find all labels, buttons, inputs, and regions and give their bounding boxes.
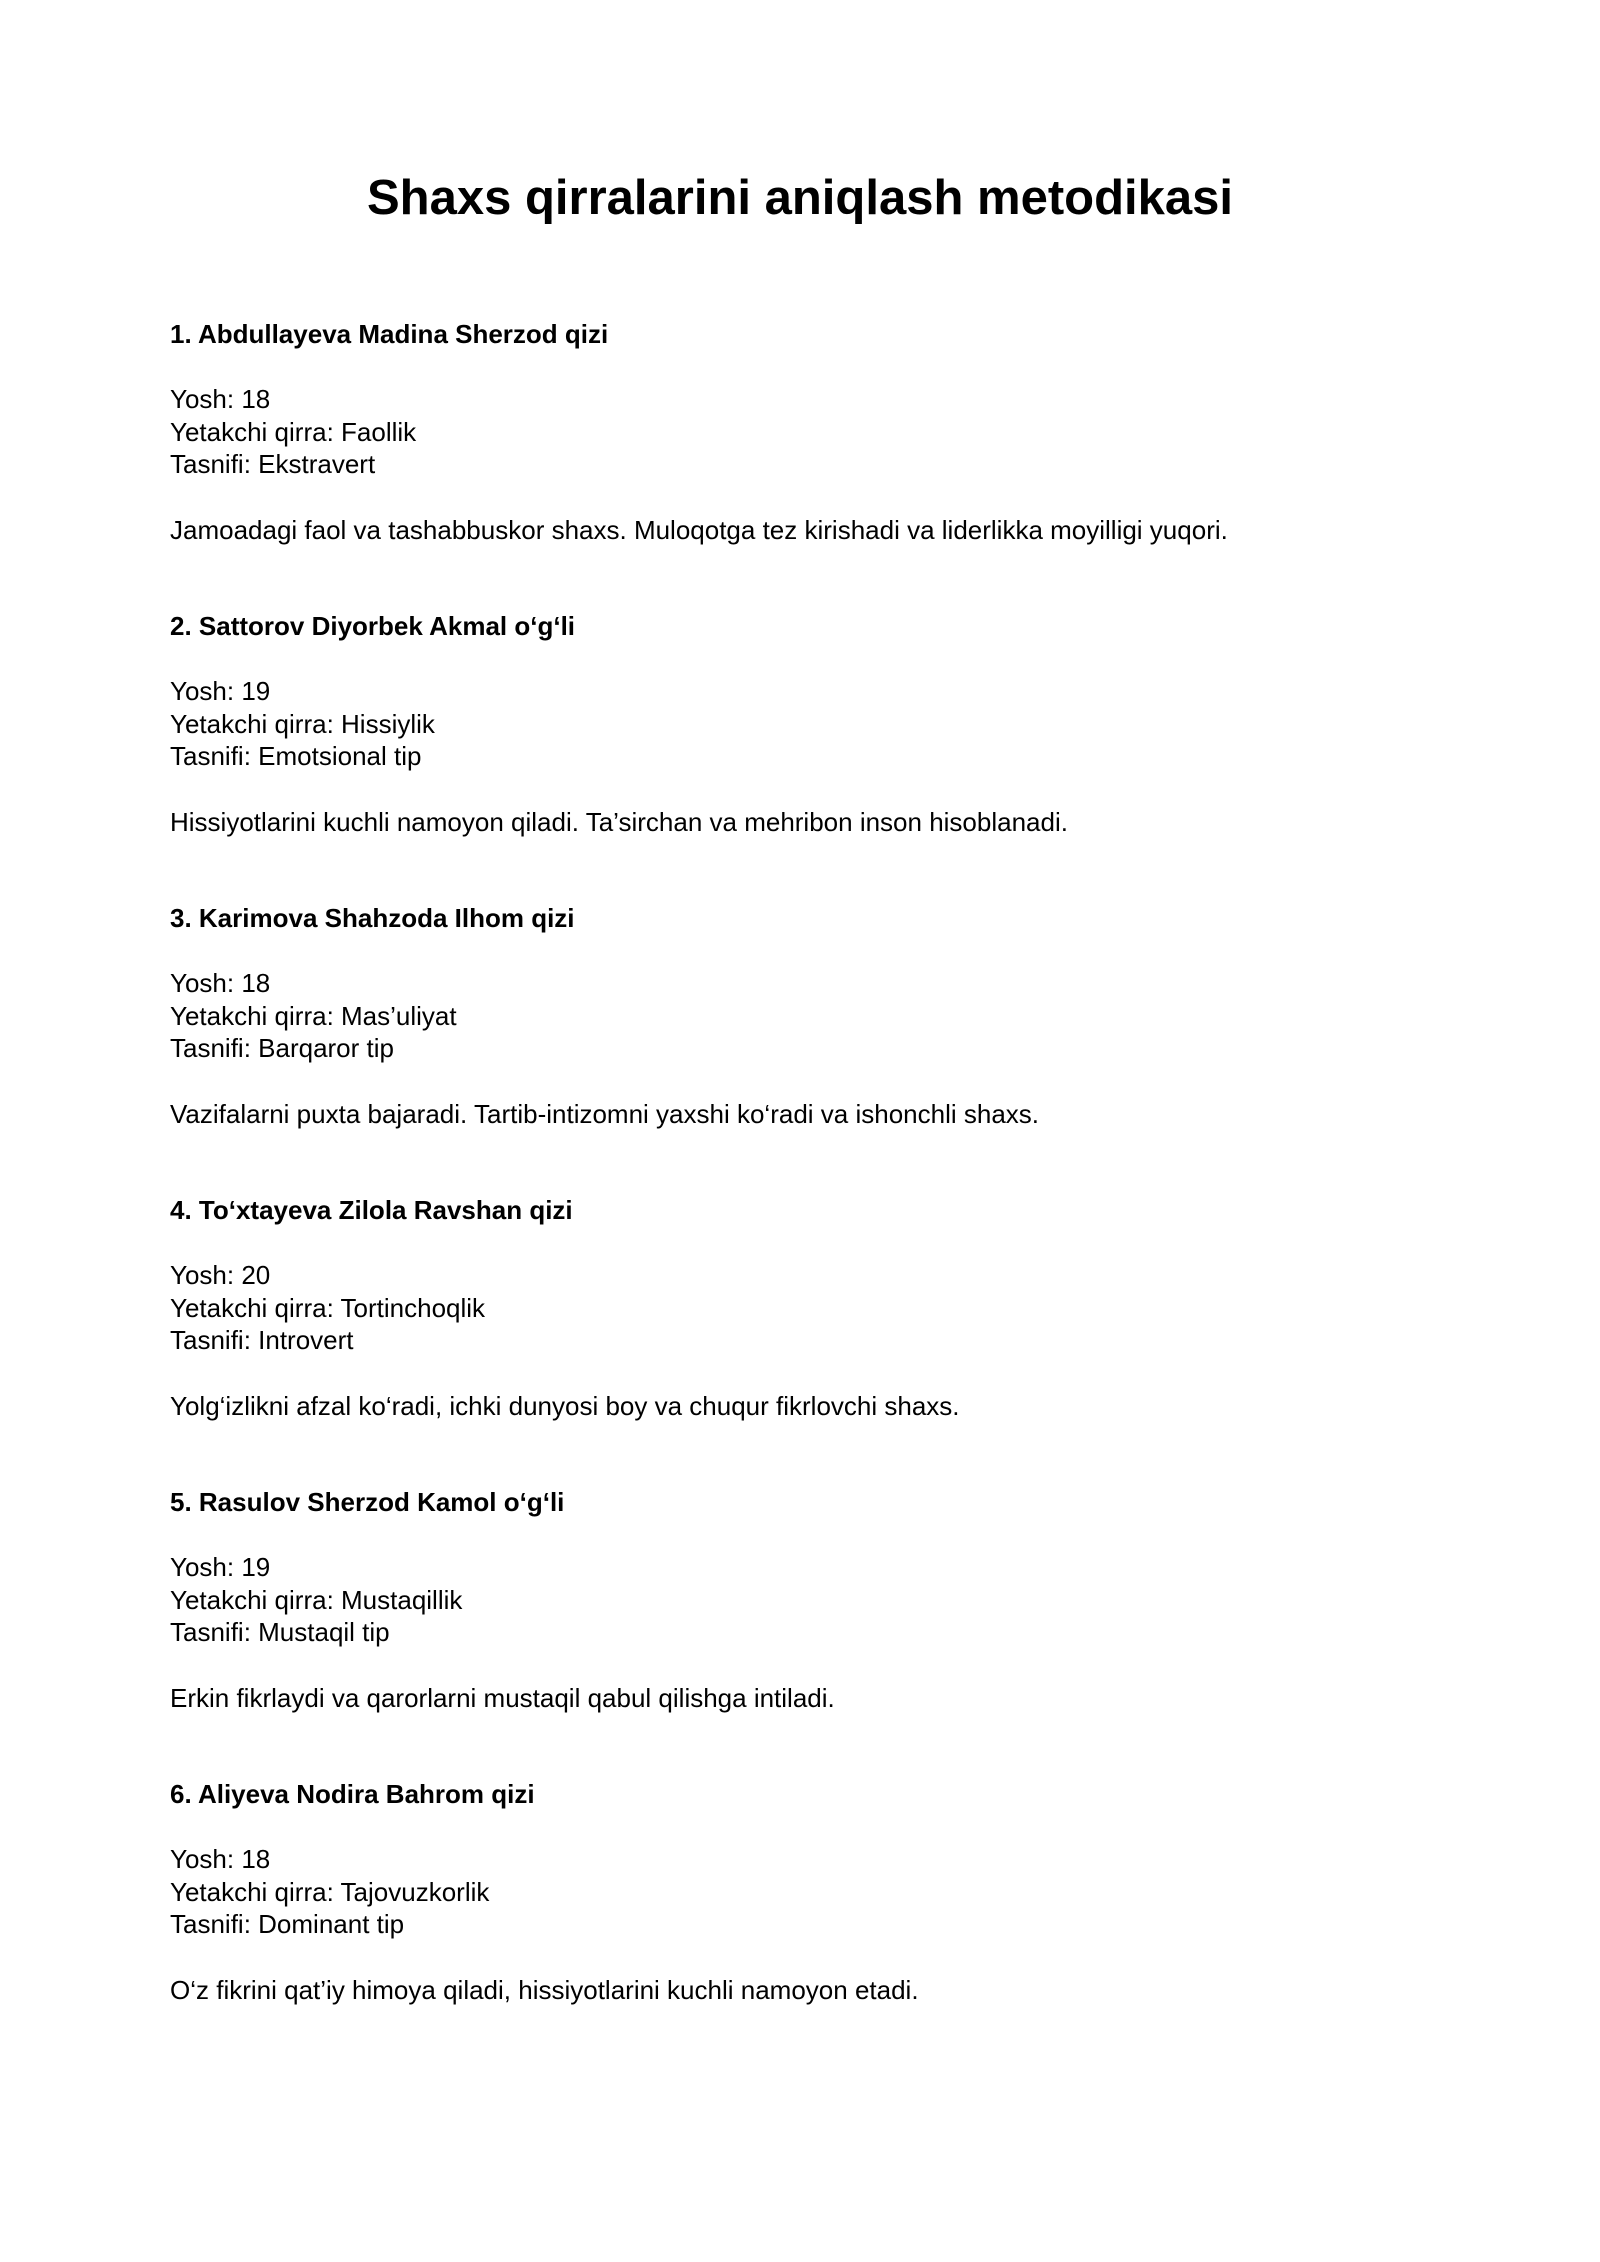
- person-name-heading: 1. Abdullayeva Madina Sherzod qizi: [170, 319, 609, 349]
- person-description: O‘z fikrini qat’iy himoya qiladi, hissiyotlarini kuchli namoyon etadi.: [170, 1974, 919, 2005]
- person-description: Vazifalarni puxta bajaradi. Tartib-intizomni yaxshi ko‘radi va ishonchli shaxs.: [170, 1098, 1040, 1129]
- age-line: Yosh: 19: [170, 1552, 271, 1582]
- person-entry-2: [170, 610, 1430, 902]
- document-title: Shaxs qirralarini aniqlash metodikasi: [367, 171, 1233, 225]
- leading-trait-line: Yetakchi qirra: Tajovuzkorlik: [170, 1876, 490, 1907]
- classification-line: Tasnifi: Mustaqil tip: [170, 1617, 390, 1647]
- person-name-heading: 6. Aliyeva Nodira Bahrom qizi: [170, 1779, 535, 1809]
- person-description: Erkin fikrlaydi va qarorlarni mustaqil qabul qilishga intiladi.: [170, 1682, 835, 1713]
- person-entry-5: [170, 1486, 1430, 1778]
- leading-trait-line: Yetakchi qirra: Faollik: [170, 416, 417, 447]
- person-entry-3: [170, 902, 1430, 1194]
- age-line: Yosh: 19: [170, 676, 271, 706]
- classification-line: Tasnifi: Introvert: [170, 1325, 354, 1355]
- person-entry-1: [170, 318, 1430, 610]
- person-name-heading: 3. Karimova Shahzoda Ilhom qizi: [170, 903, 575, 933]
- person-list: [170, 318, 1430, 2070]
- age-line: Yosh: 18: [170, 384, 271, 414]
- person-description: Hissiyotlarini kuchli namoyon qiladi. Ta’sirchan va mehribon inson hisoblanadi.: [170, 806, 1068, 837]
- classification-line: Tasnifi: Ekstravert: [170, 449, 376, 479]
- age-line: Yosh: 20: [170, 1260, 271, 1290]
- leading-trait-line: Yetakchi qirra: Mas’uliyat: [170, 1000, 457, 1031]
- person-description: Jamoadagi faol va tashabbuskor shaxs. Muloqotga tez kirishadi va liderlikka moyilligi yuqori.: [170, 514, 1228, 545]
- age-line: Yosh: 18: [170, 968, 271, 998]
- classification-line: Tasnifi: Dominant tip: [170, 1909, 405, 1939]
- person-name-heading: 5. Rasulov Sherzod Kamol o‘g‘li: [170, 1487, 565, 1517]
- person-entry-4: [170, 1194, 1430, 1486]
- classification-line: Tasnifi: Emotsional tip: [170, 741, 422, 771]
- person-name-heading: 2. Sattorov Diyorbek Akmal o‘g‘li: [170, 611, 576, 641]
- leading-trait-line: Yetakchi qirra: Hissiylik: [170, 708, 435, 739]
- person-name-heading: 4. To‘xtayeva Zilola Ravshan qizi: [170, 1195, 573, 1225]
- person-description: Yolg‘izlikni afzal ko‘radi, ichki dunyosi boy va chuqur fikrlovchi shaxs.: [170, 1390, 960, 1421]
- age-line: Yosh: 18: [170, 1844, 271, 1874]
- leading-trait-line: Yetakchi qirra: Mustaqillik: [170, 1584, 463, 1615]
- person-entry-6: [170, 1778, 1430, 2070]
- classification-line: Tasnifi: Barqaror tip: [170, 1033, 394, 1063]
- leading-trait-line: Yetakchi qirra: Tortinchoqlik: [170, 1292, 486, 1323]
